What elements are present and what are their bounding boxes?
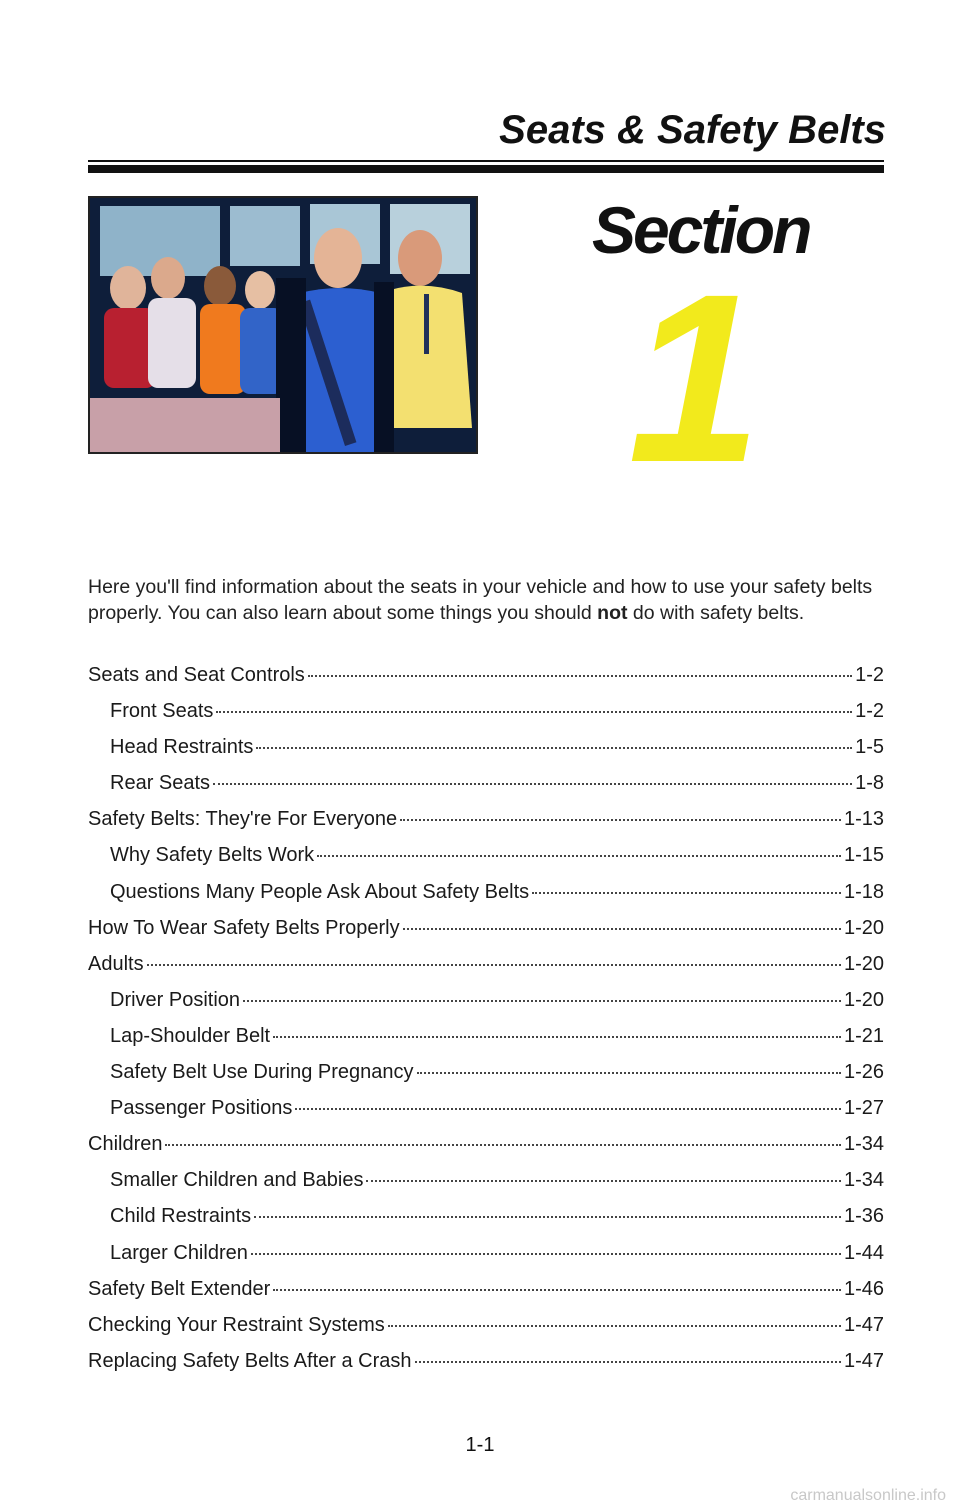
toc-entry-title: Front Seats xyxy=(110,700,214,723)
toc-dot-leader xyxy=(251,1253,841,1255)
toc-dot-leader xyxy=(417,1072,841,1074)
toc-entry-title: Safety Belts: They're For Everyone xyxy=(88,808,398,831)
toc-entry-page: 1-2 xyxy=(855,700,884,723)
toc-dot-leader xyxy=(295,1108,841,1110)
toc-entry-title: Rear Seats xyxy=(110,772,211,795)
toc-entry-title: Smaller Children and Babies xyxy=(110,1169,364,1192)
toc-entry-page: 1-20 xyxy=(843,916,884,939)
toc-entry-page: 1-47 xyxy=(843,1313,884,1336)
table-of-contents xyxy=(88,664,884,1386)
toc-entry-title: How To Wear Safety Belts Properly xyxy=(88,916,400,939)
toc-dot-leader xyxy=(243,1000,841,1002)
toc-entry-title: Driver Position xyxy=(110,988,241,1011)
toc-entry[interactable] xyxy=(88,1205,884,1241)
toc-dot-leader xyxy=(308,675,852,677)
toc-entry[interactable] xyxy=(88,1133,884,1169)
toc-dot-leader xyxy=(216,711,852,713)
toc-entry[interactable] xyxy=(88,1097,884,1133)
toc-entry[interactable] xyxy=(88,1314,884,1350)
toc-entry[interactable] xyxy=(88,1025,884,1061)
page-number: 1-1 xyxy=(465,1434,495,1456)
toc-entry[interactable] xyxy=(88,1350,884,1386)
toc-entry[interactable] xyxy=(88,844,884,880)
section-number: 1 xyxy=(628,244,762,512)
toc-entry[interactable] xyxy=(88,1061,884,1097)
toc-entry-page: 1-26 xyxy=(843,1061,884,1084)
toc-entry-page: 1-34 xyxy=(843,1169,884,1192)
toc-dot-leader xyxy=(273,1036,841,1038)
passengers-illustration xyxy=(88,196,478,454)
toc-entry-page: 1-44 xyxy=(843,1241,884,1264)
toc-entry-page: 1-20 xyxy=(843,988,884,1011)
toc-entry-page: 1-20 xyxy=(843,952,884,975)
toc-entry-title: Replacing Safety Belts After a Crash xyxy=(88,1349,412,1372)
toc-dot-leader xyxy=(388,1325,841,1327)
toc-entry-page: 1-8 xyxy=(855,772,884,795)
toc-entry-title: Larger Children xyxy=(110,1241,248,1264)
toc-entry-title: Seats and Seat Controls xyxy=(88,664,305,686)
toc-entry-page: 1-21 xyxy=(843,1024,884,1047)
toc-entry-title: Children xyxy=(88,1133,163,1156)
toc-entry[interactable] xyxy=(88,881,884,917)
toc-entry-page: 1-46 xyxy=(843,1277,884,1300)
toc-dot-leader xyxy=(165,1144,840,1146)
toc-entry[interactable] xyxy=(88,917,884,953)
toc-entry-title: Lap-Shoulder Belt xyxy=(110,1024,271,1047)
toc-entry-page: 1-13 xyxy=(843,808,884,831)
toc-entry-title: Safety Belt Extender xyxy=(88,1277,271,1300)
toc-entry-title: Safety Belt Use During Pregnancy xyxy=(110,1061,414,1084)
intro-bold-word: not xyxy=(597,602,628,624)
toc-dot-leader xyxy=(147,964,841,966)
toc-entry-title: Why Safety Belts Work xyxy=(110,844,315,867)
watermark: carmanualsonline.info xyxy=(790,1487,946,1504)
intro-text-before: Here you'll find information about the seats in your vehicle and how to use your safety belts properly. You can also learn about some things you should xyxy=(88,576,873,624)
toc-entry[interactable] xyxy=(88,808,884,844)
toc-entry-page: 1-15 xyxy=(843,844,884,867)
toc-dot-leader xyxy=(403,928,841,930)
toc-dot-leader xyxy=(366,1180,841,1182)
toc-entry[interactable] xyxy=(88,1278,884,1314)
toc-entry-title: Head Restraints xyxy=(110,736,254,759)
toc-entry-title: Questions Many People Ask About Safety Belts xyxy=(110,880,530,903)
toc-dot-leader xyxy=(532,892,841,894)
section-label: Section xyxy=(592,193,810,267)
intro-text-after: do with safety belts. xyxy=(627,602,805,624)
toc-entry[interactable] xyxy=(88,772,884,808)
toc-dot-leader xyxy=(317,855,841,857)
toc-entry[interactable] xyxy=(88,953,884,989)
toc-entry[interactable] xyxy=(88,736,884,772)
toc-entry[interactable] xyxy=(88,1242,884,1278)
toc-entry[interactable] xyxy=(88,989,884,1025)
toc-entry-title: Checking Your Restraint Systems xyxy=(88,1313,385,1336)
toc-dot-leader xyxy=(415,1361,841,1363)
toc-entry-page: 1-2 xyxy=(855,664,884,686)
page-header-title: Seats & Safety Belts xyxy=(499,108,886,152)
header-rule-thick xyxy=(88,165,884,173)
toc-dot-leader xyxy=(256,747,852,749)
intro-paragraph xyxy=(88,574,888,626)
toc-dot-leader xyxy=(254,1216,841,1218)
toc-entry-page: 1-47 xyxy=(843,1349,884,1372)
toc-entry-page: 1-18 xyxy=(843,880,884,903)
toc-entry-title: Adults xyxy=(88,952,144,975)
toc-entry-title: Child Restraints xyxy=(110,1205,252,1228)
toc-entry-page: 1-34 xyxy=(843,1133,884,1156)
toc-entry-page: 1-36 xyxy=(843,1205,884,1228)
toc-dot-leader xyxy=(400,819,841,821)
toc-dot-leader xyxy=(273,1289,841,1291)
passengers-illustration-drawing xyxy=(90,198,476,452)
toc-entry-title: Passenger Positions xyxy=(110,1097,293,1120)
toc-entry[interactable] xyxy=(88,664,884,700)
toc-entry[interactable] xyxy=(88,700,884,736)
toc-entry[interactable] xyxy=(88,1169,884,1205)
toc-entry-page: 1-5 xyxy=(855,736,884,759)
toc-dot-leader xyxy=(213,783,852,785)
header-rule-thin xyxy=(88,160,884,162)
toc-entry-page: 1-27 xyxy=(843,1097,884,1120)
